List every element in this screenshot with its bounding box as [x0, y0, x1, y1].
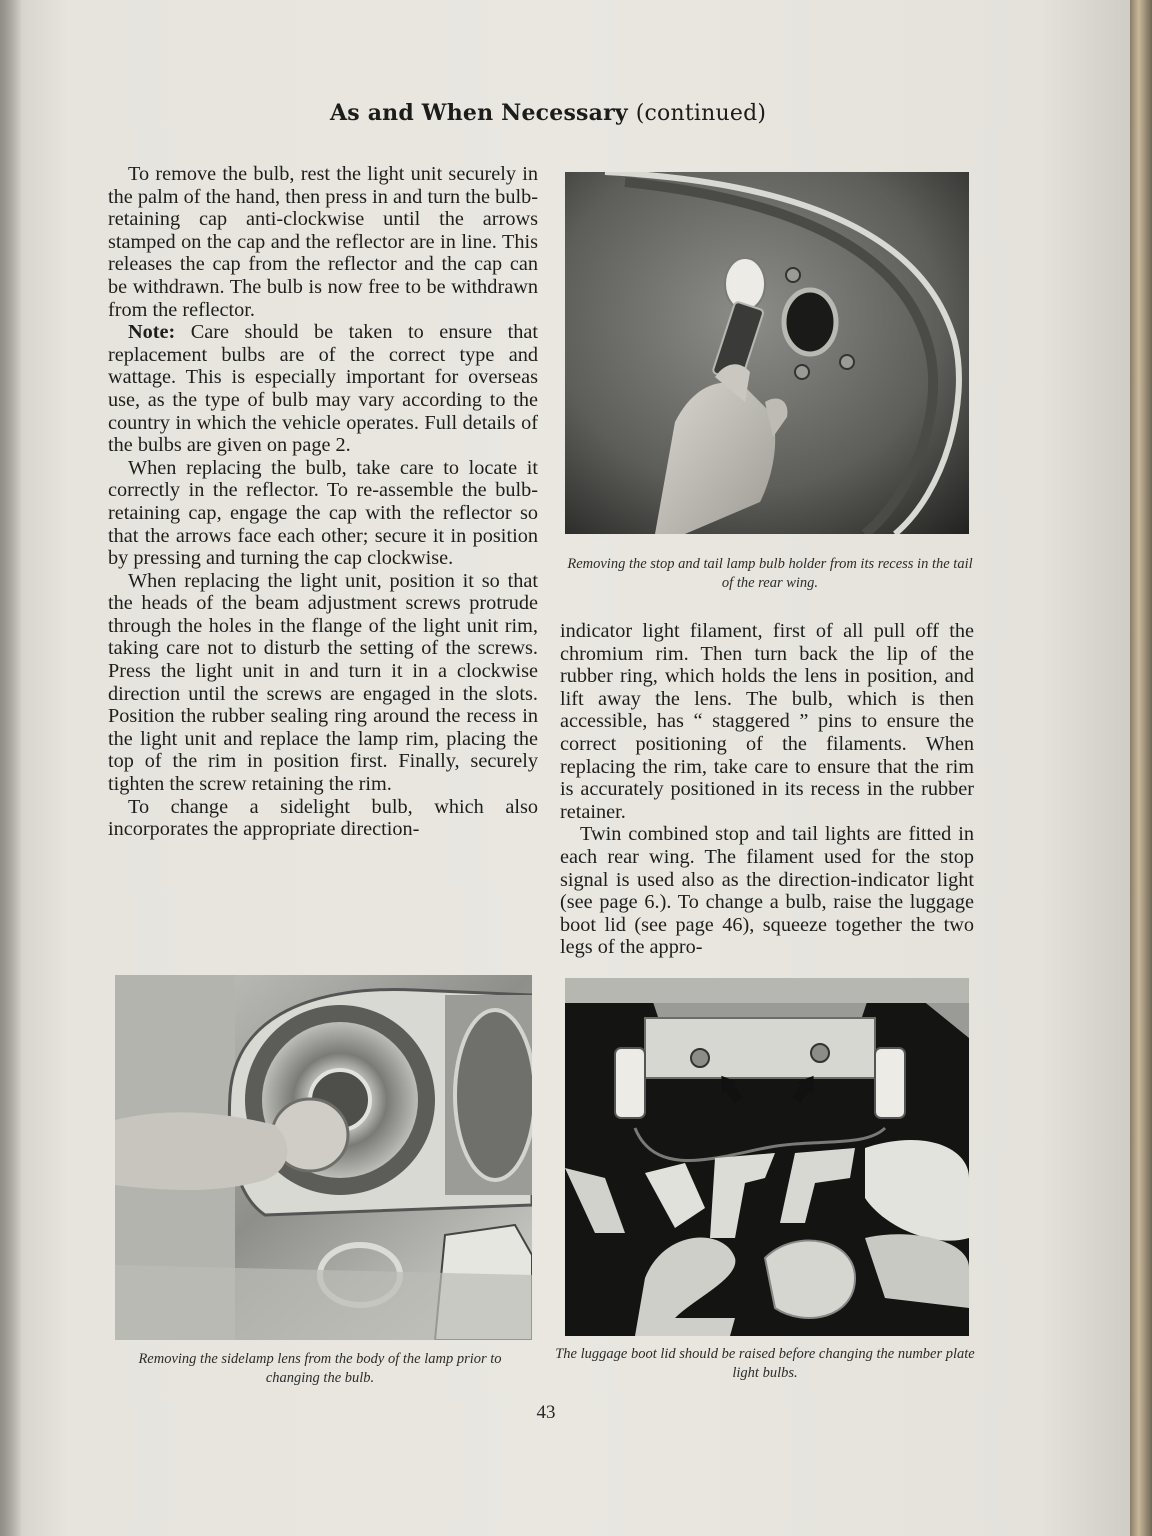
note-label: Note: — [128, 321, 176, 344]
photo-sidelamp-lens — [115, 975, 532, 1340]
paragraph: To change a sidelight bulb, which also incorporates the appropriate direction- — [108, 795, 538, 841]
paragraph: When replacing the light unit, position it so that the heads of the beam adjustment screws protrude through the holes in the flange of the light unit rim, taking care not to disturb the setting of the screws. Press the light unit in and turn it in a clockwise direction until the screws are engaged in the slots. Position the rubber sealing ring around the recess in the light unit and replace the lamp rim, placing the top of the rim in position first. Finally, securely tighten the screw retaining the rim. — [108, 569, 538, 796]
photo-rear-wing-bulb-holder — [565, 172, 969, 534]
spine-shadow — [0, 0, 22, 1536]
left-text-column — [108, 163, 538, 841]
caption-top-photo: Removing the stop and tail lamp bulb holder from its recess in the tail of the rear wing. — [567, 556, 973, 591]
paragraph-continued: indicator light filament, first of all pull off the chromium rim. Then turn back the lip of the rubber ring, which holds the lens in position, and lift away the lens. The bulb, which is then accessible, has “ staggered ” pins to ensure the correct positioning of the filaments. When replacing the rim, take care to ensure that the rim is accurately positioned in its recess in the rubber retainer. — [560, 620, 974, 823]
heading-main: As and When Necessary — [330, 100, 628, 126]
note-paragraph — [108, 321, 538, 457]
paragraph: To remove the bulb, rest the light unit securely in the palm of the hand, then press in and turn the bulb-retaining cap anti-clockwise until the arrows stamped on the cap and the reflector are in line. This releases the cap from the reflector and the cap can be withdrawn. The bulb is now free to be withdrawn from the reflector. — [108, 163, 538, 321]
photo-number-plate-lights — [565, 978, 969, 1336]
page-number: 43 — [536, 1402, 556, 1423]
page-heading — [330, 100, 810, 126]
page-edge — [1130, 0, 1152, 1536]
caption-bottom-left-photo: Removing the sidelamp lens from the body of the lamp prior to changing the bulb. — [138, 1351, 502, 1386]
right-text-column — [560, 620, 974, 959]
caption-bottom-right-photo: The luggage boot lid should be raised before changing the number plate light bulbs. — [555, 1346, 975, 1381]
heading-continued: (continued) — [635, 101, 767, 126]
paragraph: Twin combined stop and tail lights are fitted in each rear wing. The filament used for the stop signal is used also as the direction-indicator light (see page 6.). To change a bulb, raise the luggage boot lid (see page 46), squeeze together the two legs of the appro- — [560, 823, 974, 959]
paragraph: When replacing the bulb, take care to locate it correctly in the reflector. To re-assemble the bulb-retaining cap, engage the cap with the reflector so that the arrows face each other; secure it in position by pressing and turning the cap clockwise. — [108, 456, 538, 570]
note-text: Care should be taken to ensure that replacement bulbs are of the correct type and wattage. This is especially important for overseas use, as the type of bulb may vary according to the country in which the vehicle operates. Full details of the bulbs are given on page 2. — [108, 321, 538, 457]
